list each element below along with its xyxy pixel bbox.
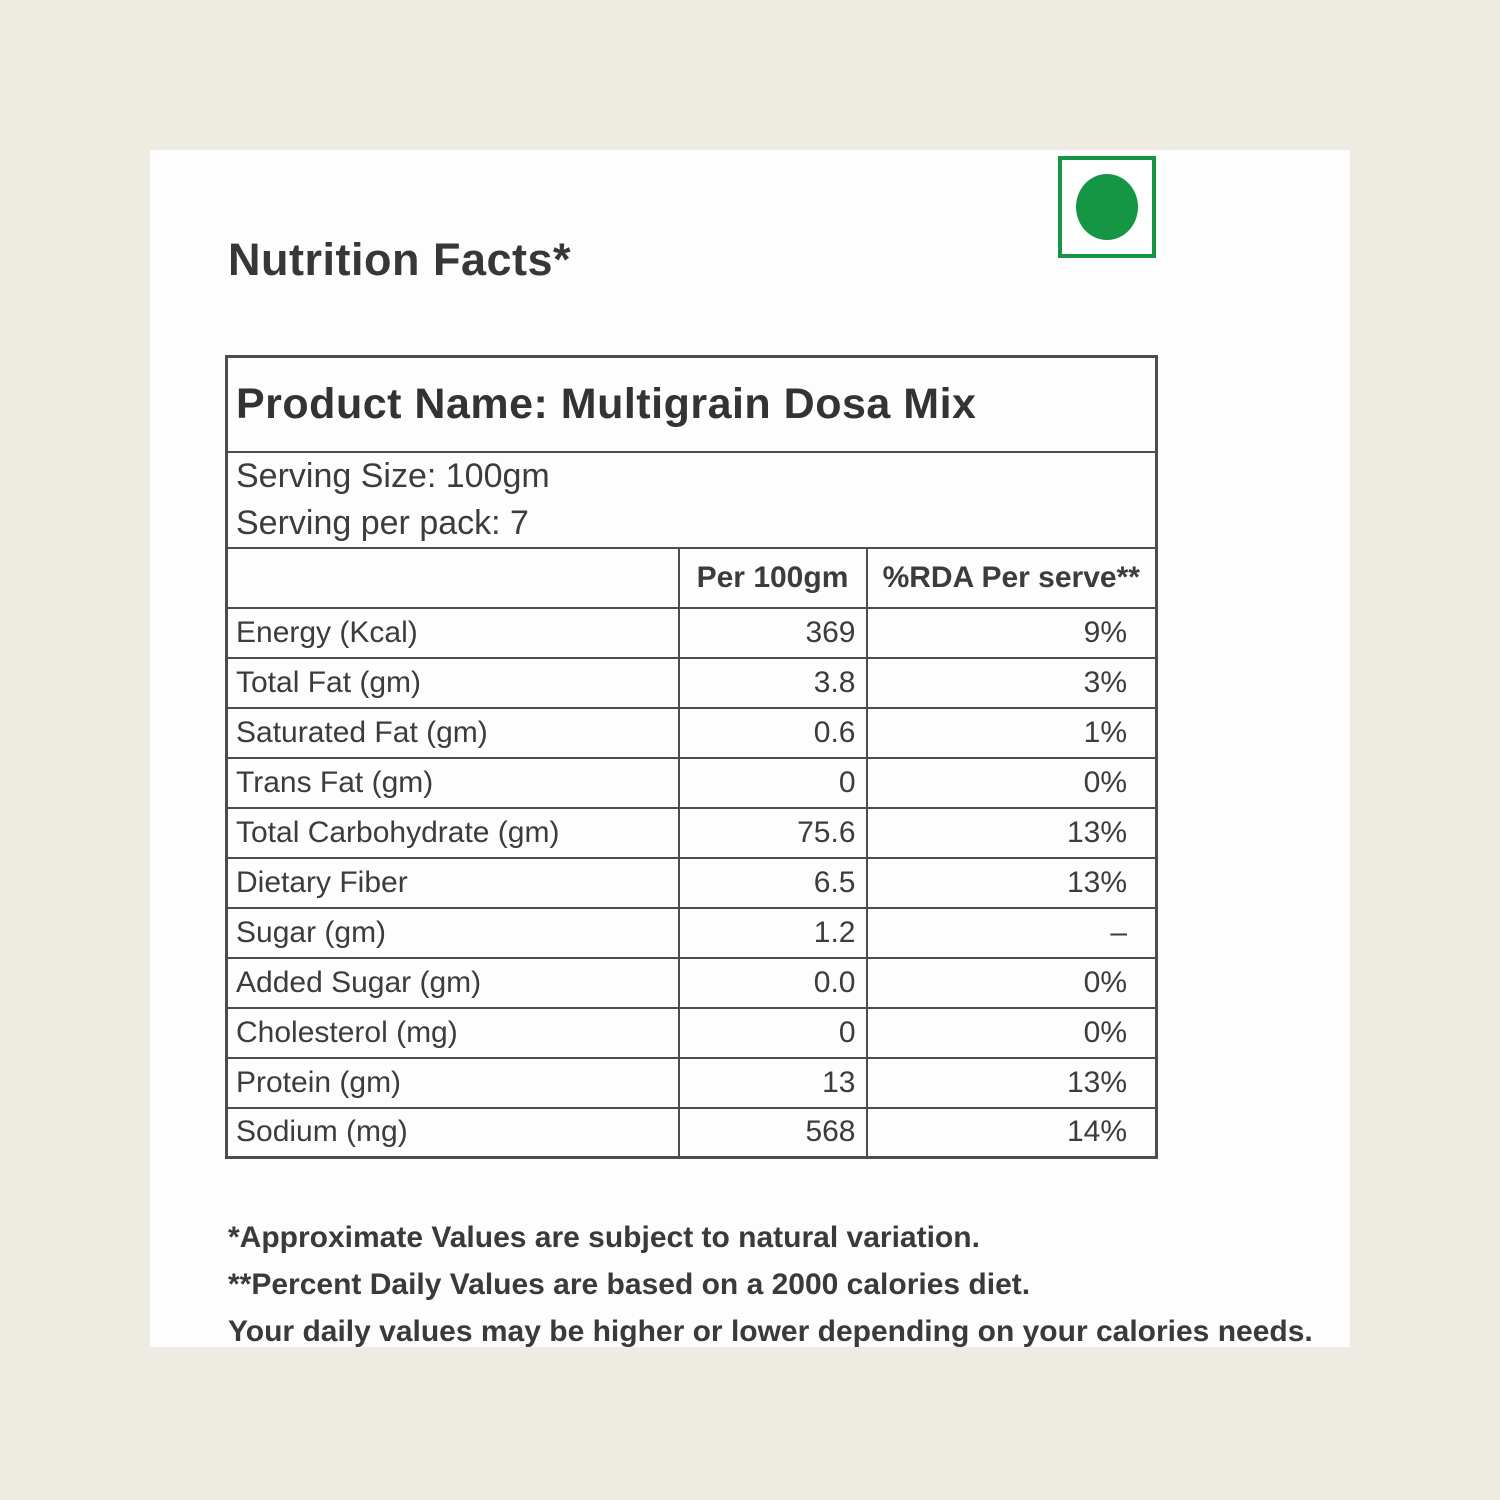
nutrient-per100gm: 0 (679, 758, 867, 808)
nutrient-rda: 13% (867, 1058, 1157, 1108)
table-row-total-fat (227, 658, 1157, 708)
nutrient-per100gm: 568 (679, 1108, 867, 1158)
nutrient-per100gm: 75.6 (679, 808, 867, 858)
product-name: Product Name: Multigrain Dosa Mix (227, 357, 1157, 452)
nutrient-per100gm: 1.2 (679, 908, 867, 958)
nutrient-label: Total Carbohydrate (gm) (227, 808, 679, 858)
nutrient-label: Sodium (mg) (227, 1108, 679, 1158)
column-header-blank (227, 548, 679, 608)
nutrient-rda: 9% (867, 608, 1157, 658)
column-header-per100gm: Per 100gm (679, 548, 867, 608)
nutrient-label: Total Fat (gm) (227, 658, 679, 708)
table-row-added-sugar (227, 958, 1157, 1008)
veg-mark-icon (1058, 156, 1156, 258)
nutrient-label: Dietary Fiber (227, 858, 679, 908)
nutrient-rda: 13% (867, 858, 1157, 908)
serving-info-row (227, 452, 1157, 548)
footnote-approximate-values: *Approximate Values are subject to natural variation. (228, 1221, 980, 1254)
serving-per-pack: Serving per pack: 7 (236, 503, 529, 542)
nutrient-per100gm: 6.5 (679, 858, 867, 908)
nutrient-per100gm: 0.0 (679, 958, 867, 1008)
nutrient-rda: 14% (867, 1108, 1157, 1158)
table-row-trans-fat (227, 758, 1157, 808)
table-row-total-carbohydrate (227, 808, 1157, 858)
column-header-rda: %RDA Per serve** (867, 548, 1157, 608)
nutrient-per100gm: 0.6 (679, 708, 867, 758)
nutrient-rda: 0% (867, 758, 1157, 808)
nutrient-label: Protein (gm) (227, 1058, 679, 1108)
column-header-row (227, 548, 1157, 608)
nutrient-label: Sugar (gm) (227, 908, 679, 958)
nutrient-rda: 0% (867, 1008, 1157, 1058)
nutrient-label: Cholesterol (mg) (227, 1008, 679, 1058)
nutrient-rda: 0% (867, 958, 1157, 1008)
table-row-cholesterol (227, 1008, 1157, 1058)
nutrient-label: Saturated Fat (gm) (227, 708, 679, 758)
nutrient-label: Added Sugar (gm) (227, 958, 679, 1008)
table-row-dietary-fiber (227, 858, 1157, 908)
nutrient-label: Energy (Kcal) (227, 608, 679, 658)
nutrient-per100gm: 0 (679, 1008, 867, 1058)
product-name-row (227, 357, 1157, 452)
serving-info-cell (227, 452, 1157, 548)
nutrition-label-panel (150, 150, 1350, 1347)
table-row-sugar (227, 908, 1157, 958)
nutrient-rda: 3% (867, 658, 1157, 708)
footnote-daily-values-disclaimer: Your daily values may be higher or lower depending on your calories needs. (228, 1315, 1313, 1348)
table-row-saturated-fat (227, 708, 1157, 758)
nutrient-rda: 13% (867, 808, 1157, 858)
nutrient-rda: 1% (867, 708, 1157, 758)
nutrition-table (225, 355, 1158, 1159)
footnote-percent-daily-values: **Percent Daily Values are based on a 2000 calories diet. (228, 1268, 1031, 1301)
nutrient-label: Trans Fat (gm) (227, 758, 679, 808)
veg-dot-icon (1076, 174, 1138, 240)
nutrient-per100gm: 369 (679, 608, 867, 658)
nutrient-rda: – (867, 908, 1157, 958)
table-row-energy (227, 608, 1157, 658)
footnotes (228, 1214, 1313, 1355)
nutrient-per100gm: 13 (679, 1058, 867, 1108)
nutrient-per100gm: 3.8 (679, 658, 867, 708)
table-row-protein (227, 1058, 1157, 1108)
serving-size: Serving Size: 100gm (236, 456, 550, 495)
table-row-sodium (227, 1108, 1157, 1158)
page-title: Nutrition Facts* (228, 234, 572, 285)
